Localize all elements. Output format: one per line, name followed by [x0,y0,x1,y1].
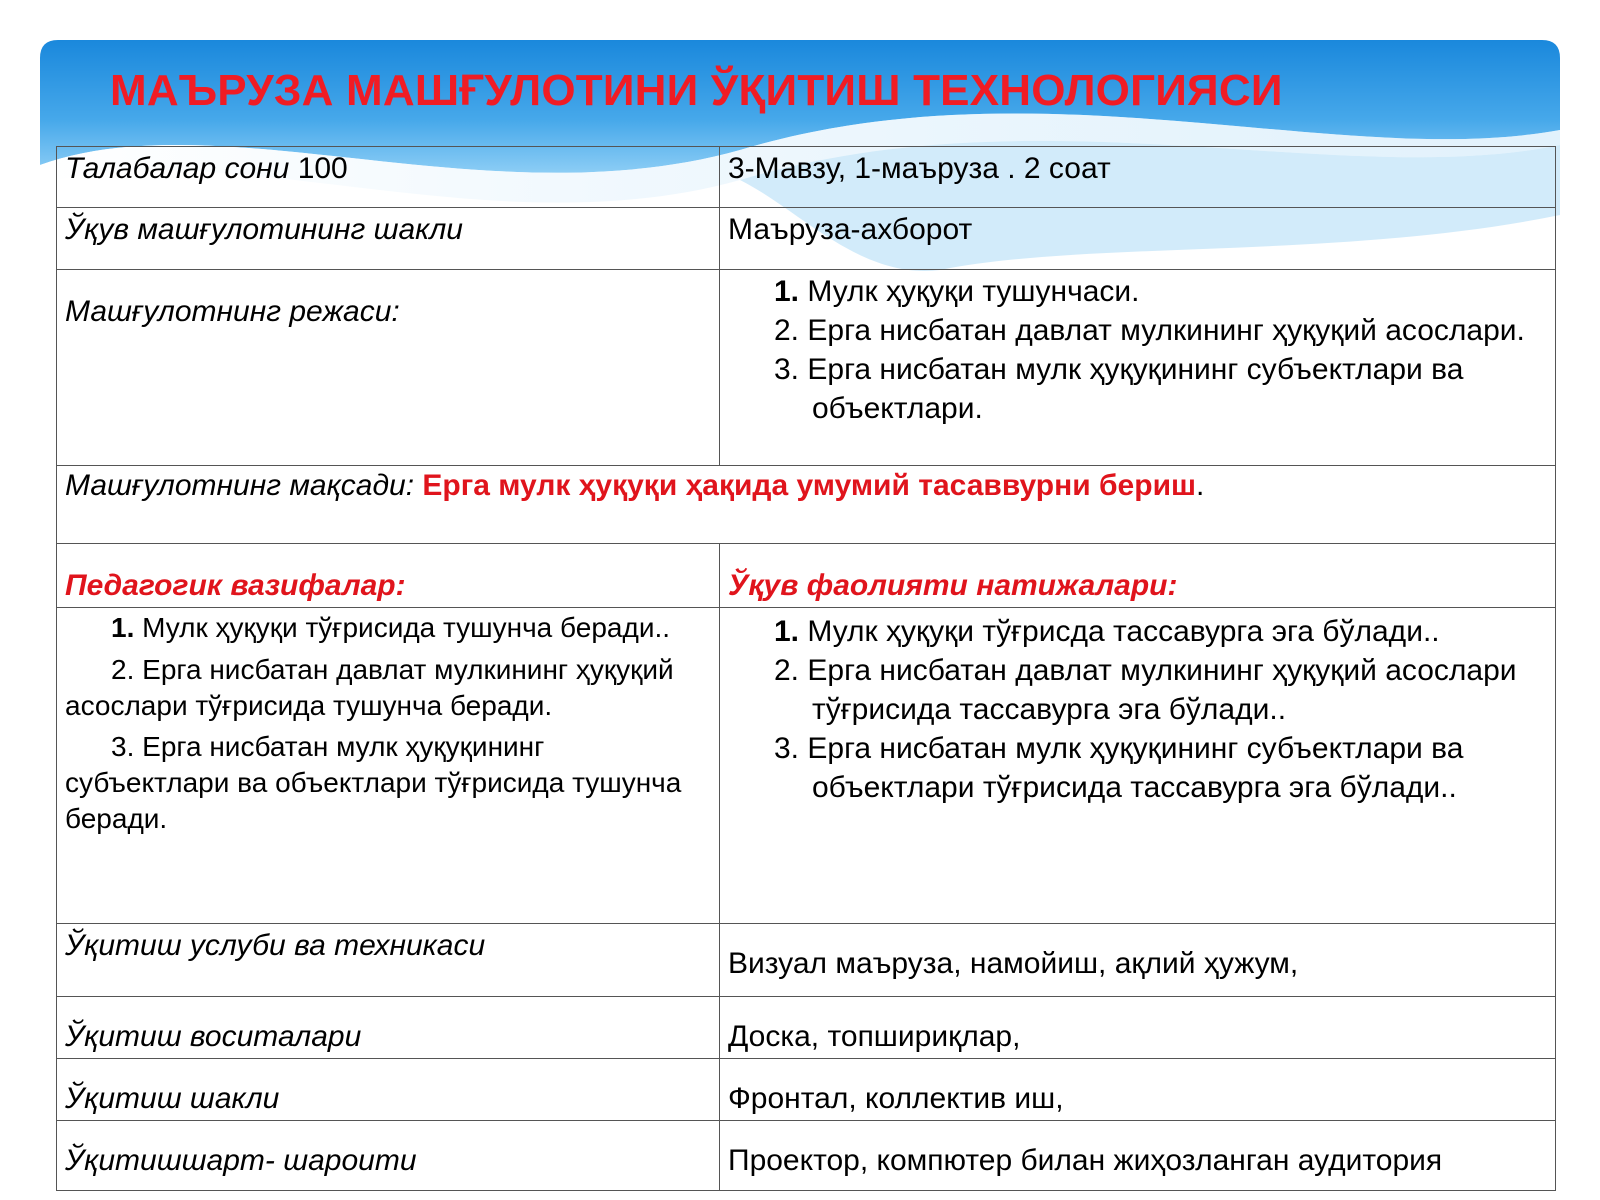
list-text: Мулк ҳуқуқи тушунчаси. [807,275,1140,308]
conditions-value: Проектор, компютер билан жиҳозланган аудитория [728,1144,1443,1177]
list-item [65,729,711,836]
table-row [57,208,1556,270]
tasks-header: Педагогик вазифалар: [65,569,406,602]
table-row [57,466,1556,544]
table-row [57,1059,1556,1121]
lesson-plan-table [56,146,1556,1191]
list-item [728,272,1547,311]
method-label-cell [57,924,720,997]
plan-list [728,272,1547,428]
results-header-cell [720,544,1556,608]
goal-label: Машғулотнинг мақсади: [65,469,415,502]
list-number: 1. [774,275,800,308]
teach-form-value-cell [720,1059,1556,1121]
conditions-label-cell [57,1121,720,1191]
tools-label: Ўқитиш воситалари [65,1020,362,1053]
table-row [57,147,1556,208]
teach-form-value: Фронтал, коллектив иш, [728,1082,1064,1115]
tools-value: Доска, топшириқлар, [728,1020,1021,1053]
list-text: Ерга нисбатан давлат мулкининг ҳуқуқий асослари. [807,314,1525,347]
goal-end: . [1196,469,1205,502]
table-row [57,997,1556,1059]
list-number: 3. [774,353,800,386]
students-cell [57,147,720,208]
results-header: Ўқув фаолияти натижалари: [728,569,1178,602]
plan-label: Машғулотнинг режаси: [65,295,400,328]
plan-label-cell [57,270,720,466]
topic-cell [720,147,1556,208]
table-row [57,270,1556,466]
tools-label-cell [57,997,720,1059]
plan-list-cell [720,270,1556,466]
method-label: Ўқитиш услуби ва техникаси [65,929,486,962]
list-item [728,651,1547,729]
students-count: 100 [297,152,348,185]
list-number: 1. [111,612,135,643]
list-item [728,311,1547,350]
list-number: 3. [774,732,800,765]
tasks-cell [57,608,720,924]
method-value: Визуал маъруза, намойиш, ақлий ҳужум, [728,947,1299,980]
list-text: Мулк ҳуқуқи тўғрисда тассавурга эга бўлади.. [807,615,1440,648]
conditions-value-cell [720,1121,1556,1191]
table-row [57,1121,1556,1191]
slide-title: МАЪРУЗА МАШҒУЛОТИНИ ЎҚИТИШ ТЕХНОЛОГИЯСИ [110,66,1283,115]
conditions-label: Ўқитишшарт- шароити [65,1144,417,1177]
table-row [57,924,1556,997]
list-item [728,350,1547,428]
teach-form-label-cell [57,1059,720,1121]
list-number: 3. [111,731,135,763]
students-label: Талабалар сони [65,152,290,185]
teach-form-label: Ўқитиш шакли [65,1082,280,1115]
list-item [65,610,711,646]
form-value: Маъруза-ахборот [728,213,973,246]
tasks-header-cell [57,544,720,608]
table-row [57,544,1556,608]
results-cell [720,608,1556,924]
list-text: Ерга нисбатан давлат мулкининг ҳуқуқий асослари тўғрисида тушунча беради. [65,653,674,721]
topic-value: 3-Мавзу, 1-маъруза . 2 соат [728,152,1111,185]
tools-value-cell [720,997,1556,1059]
results-list [728,612,1547,807]
goal-text: Ерга мулк ҳуқуқи ҳақида умумий тасаввурни бериш [422,469,1197,502]
tasks-list [65,610,711,837]
form-value-cell [720,208,1556,270]
list-number: 2. [774,654,800,687]
list-item [65,652,711,724]
list-item [728,729,1547,807]
list-text: Ерга нисбатан давлат мулкининг ҳуқуқий асослари тўғрисида тассавурга эга бўлади.. [807,654,1517,726]
list-number: 1. [774,615,800,648]
form-label: Ўқув машғулотининг шакли [65,213,463,246]
list-text: Ерга нисбатан мулк ҳуқуқининг субъектлари ва объектлари. [807,353,1464,425]
list-text: Ерга нисбатан мулк ҳуқуқининг субъектлари ва объектлари тўғрисида тушунча беради. [65,731,682,835]
list-item [728,612,1547,651]
form-label-cell [57,208,720,270]
goal-cell [57,466,1556,544]
list-text: Мулк ҳуқуқи тўғрисида тушунча беради.. [142,612,671,643]
list-number: 2. [774,314,800,347]
table-row [57,608,1556,924]
list-text: Ерга нисбатан мулк ҳуқуқининг субъектлари ва объектлари тўғрисида тассавурга эга бўлади.. [807,732,1464,804]
method-value-cell [720,924,1556,997]
list-number: 2. [111,653,135,685]
